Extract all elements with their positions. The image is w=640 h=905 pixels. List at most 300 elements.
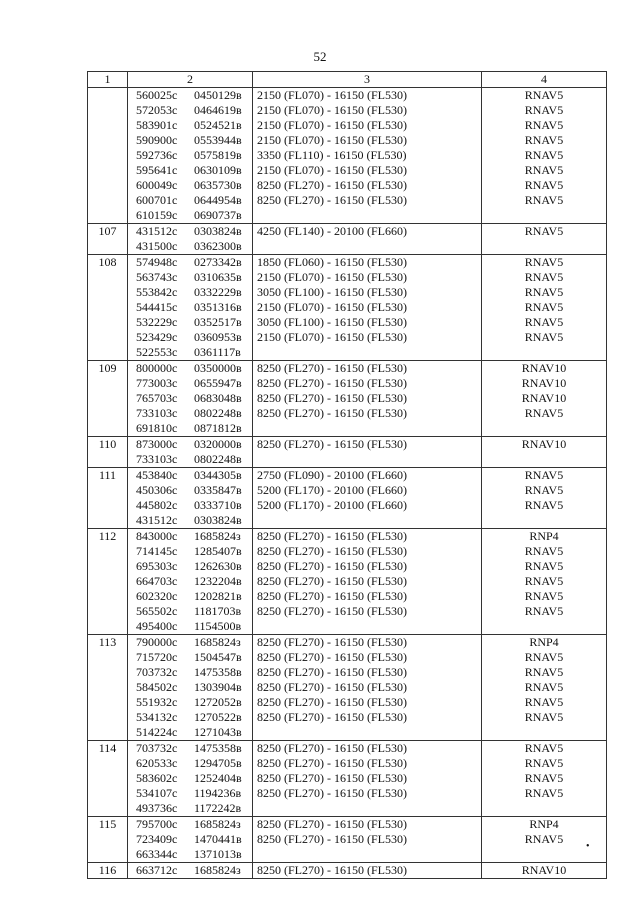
waypoint-latitude: 584502с (136, 680, 178, 694)
nav-spec: RNAV5 (524, 103, 564, 117)
waypoint-latitude: 715720с (136, 650, 178, 664)
waypoint-latitude: 445802с (136, 498, 178, 512)
nav-spec-cell (482, 88, 607, 224)
nav-spec: RNAV5 (524, 88, 564, 102)
route-number: 109 (88, 361, 128, 437)
nav-spec: RNP4 (529, 817, 559, 831)
waypoint-longitude: 0360953в (194, 330, 242, 344)
nav-spec: RNAV5 (524, 483, 564, 497)
altitude-range: 3050 (FL100) - 16150 (FL530) (257, 285, 407, 299)
waypoint (128, 619, 252, 634)
altitude-range: 2150 (FL070) - 16150 (FL530) (257, 103, 407, 117)
nav-spec: RNP4 (529, 529, 559, 543)
waypoint-latitude: 523429с (136, 330, 178, 344)
waypoint-longitude: 0303824в (194, 513, 242, 527)
waypoint (128, 193, 252, 208)
altitude-range: 8250 (FL270) - 16150 (FL530) (257, 741, 407, 755)
waypoint-latitude: 590900с (136, 133, 178, 147)
nav-spec: RNAV10 (521, 361, 567, 375)
nav-spec: RNAV5 (524, 741, 564, 755)
waypoint-longitude: 1475358в (194, 741, 242, 755)
table-row (88, 437, 607, 468)
waypoint-latitude: 595641с (136, 163, 178, 177)
waypoint (128, 406, 252, 421)
waypoint-longitude: 1685824з (194, 863, 241, 877)
altitude-range: 3050 (FL100) - 16150 (FL530) (257, 315, 407, 329)
altitude-range: 2150 (FL070) - 16150 (FL530) (257, 163, 407, 177)
waypoint (128, 604, 252, 619)
waypoint-longitude: 1504547в (194, 650, 242, 664)
altitude-cell (253, 863, 482, 879)
altitude-range: 8250 (FL270) - 16150 (FL530) (257, 437, 407, 451)
nav-spec-cell (482, 863, 607, 879)
waypoint-longitude: 0344305в (194, 468, 242, 482)
waypoint (128, 376, 252, 391)
waypoint (128, 391, 252, 406)
altitude-cell (253, 361, 482, 437)
table-row (88, 863, 607, 879)
nav-spec: RNAV5 (524, 163, 564, 177)
nav-spec: RNAV5 (524, 270, 564, 284)
table-row (88, 224, 607, 255)
altitude-range: 8250 (FL270) - 16150 (FL530) (257, 559, 407, 573)
waypoint (128, 300, 252, 315)
altitude-range: 8250 (FL270) - 16150 (FL530) (257, 544, 407, 558)
nav-spec: RNAV5 (524, 680, 564, 694)
waypoint-longitude: 0683048в (194, 391, 242, 405)
waypoint (128, 589, 252, 604)
waypoint (128, 421, 252, 436)
waypoint (128, 437, 252, 452)
route-number: 110 (88, 437, 128, 468)
waypoint (128, 148, 252, 163)
waypoint (128, 178, 252, 193)
nav-spec: RNAV10 (521, 391, 567, 405)
waypoint-longitude: 0575819в (194, 148, 242, 162)
waypoint-latitude: 663712с (136, 863, 178, 877)
waypoint (128, 513, 252, 528)
waypoint (128, 786, 252, 801)
waypoint-cell (128, 361, 253, 437)
waypoint-latitude: 600049с (136, 178, 178, 192)
nav-spec: RNAV5 (524, 315, 564, 329)
waypoint-latitude: 733103с (136, 452, 178, 466)
waypoint-longitude: 1303904в (194, 680, 242, 694)
altitude-range: 8250 (FL270) - 16150 (FL530) (257, 817, 407, 831)
waypoint-latitude: 773003с (136, 376, 178, 390)
waypoint (128, 817, 252, 832)
waypoint-latitude: 431512с (136, 513, 178, 527)
waypoint-latitude: 800000с (136, 361, 178, 375)
waypoint-longitude: 0635730в (194, 178, 242, 192)
waypoint-latitude: 544415с (136, 300, 178, 314)
nav-spec: RNAV5 (524, 330, 564, 344)
altitude-cell (253, 635, 482, 741)
waypoint-cell (128, 635, 253, 741)
nav-spec: RNAV5 (524, 589, 564, 603)
waypoint-longitude: 1285407в (194, 544, 242, 558)
nav-spec-cell (482, 224, 607, 255)
column-header: 4 (482, 72, 607, 88)
waypoint (128, 863, 252, 878)
altitude-range: 5200 (FL170) - 20100 (FL660) (257, 498, 407, 512)
waypoint-latitude: 733103с (136, 406, 178, 420)
waypoint-longitude: 0352517в (194, 315, 242, 329)
altitude-range: 8250 (FL270) - 16150 (FL530) (257, 710, 407, 724)
waypoint-latitude: 495400с (136, 619, 178, 633)
waypoint-longitude: 1172242в (194, 801, 242, 815)
waypoint-latitude: 873000с (136, 437, 178, 451)
waypoint-latitude: 723409с (136, 832, 178, 846)
waypoint-latitude: 572053с (136, 103, 178, 117)
waypoint-longitude: 0655947в (194, 376, 242, 390)
waypoint (128, 208, 252, 223)
altitude-cell (253, 224, 482, 255)
waypoint-longitude: 1202821в (194, 589, 242, 603)
altitude-cell (253, 741, 482, 817)
waypoint-latitude: 522553с (136, 345, 178, 359)
waypoint-latitude: 610159с (136, 208, 178, 222)
altitude-range: 8250 (FL270) - 16150 (FL530) (257, 771, 407, 785)
waypoint-latitude: 714145с (136, 544, 178, 558)
waypoint (128, 270, 252, 285)
waypoint-latitude: 560025с (136, 88, 178, 102)
waypoint-cell (128, 437, 253, 468)
nav-spec: RNAV10 (521, 437, 567, 451)
waypoint-longitude: 0351316в (194, 300, 242, 314)
waypoint-longitude: 1194236в (194, 786, 242, 800)
waypoint-latitude: 592736с (136, 148, 178, 162)
waypoint (128, 163, 252, 178)
waypoint-latitude: 664703с (136, 574, 178, 588)
nav-spec: RNAV5 (524, 498, 564, 512)
nav-spec: RNAV5 (524, 193, 564, 207)
page-mark: • (586, 841, 590, 852)
waypoint (128, 483, 252, 498)
nav-spec-cell (482, 468, 607, 529)
route-number (88, 88, 128, 224)
altitude-cell (253, 468, 482, 529)
nav-spec: RNAV5 (524, 118, 564, 132)
waypoint-latitude: 790000с (136, 635, 178, 649)
altitude-range: 2150 (FL070) - 16150 (FL530) (257, 270, 407, 284)
waypoint-latitude: 563743с (136, 270, 178, 284)
altitude-range: 8250 (FL270) - 16150 (FL530) (257, 193, 407, 207)
waypoint-latitude: 703732с (136, 741, 178, 755)
waypoint-longitude: 1685824з (194, 529, 241, 543)
waypoint-longitude: 0690737в (194, 208, 242, 222)
nav-spec: RNAV5 (524, 178, 564, 192)
route-number: 107 (88, 224, 128, 255)
nav-spec-cell (482, 741, 607, 817)
waypoint-latitude: 663344с (136, 847, 178, 861)
nav-spec: RNAV5 (524, 300, 564, 314)
waypoint-latitude: 493736с (136, 801, 178, 815)
waypoint-longitude: 0310635в (194, 270, 242, 284)
route-number: 116 (88, 863, 128, 879)
waypoint-latitude: 450306с (136, 483, 178, 497)
nav-spec: RNAV5 (524, 224, 564, 238)
waypoint-longitude: 0871812в (194, 421, 242, 435)
nav-spec: RNAV5 (524, 255, 564, 269)
waypoint (128, 285, 252, 300)
waypoint (128, 452, 252, 467)
waypoint-latitude: 553842с (136, 285, 178, 299)
waypoint-longitude: 1470441в (194, 832, 242, 846)
waypoint-longitude: 0303824в (194, 224, 242, 238)
altitude-range: 2150 (FL070) - 16150 (FL530) (257, 118, 407, 132)
nav-spec: RNAV10 (521, 863, 567, 877)
waypoint-longitude: 1270522в (194, 710, 242, 724)
waypoint-longitude: 1181703в (194, 604, 242, 618)
waypoint-latitude: 431512с (136, 224, 178, 238)
altitude-range: 8250 (FL270) - 16150 (FL530) (257, 604, 407, 618)
waypoint (128, 498, 252, 513)
waypoint-longitude: 0464619в (194, 103, 242, 117)
waypoint-longitude: 1154500в (194, 619, 242, 633)
waypoint-longitude: 0630109в (194, 163, 242, 177)
altitude-range: 8250 (FL270) - 16150 (FL530) (257, 635, 407, 649)
route-number: 111 (88, 468, 128, 529)
table-row (88, 255, 607, 361)
nav-spec-cell (482, 817, 607, 863)
waypoint (128, 118, 252, 133)
waypoint-longitude: 0332229в (194, 285, 242, 299)
altitude-range: 2150 (FL070) - 16150 (FL530) (257, 133, 407, 147)
altitude-range: 2150 (FL070) - 16150 (FL530) (257, 88, 407, 102)
waypoint-longitude: 0361117в (194, 345, 241, 359)
altitude-range: 8250 (FL270) - 16150 (FL530) (257, 650, 407, 664)
route-number: 115 (88, 817, 128, 863)
waypoint (128, 650, 252, 665)
waypoint-longitude: 1252404в (194, 771, 242, 785)
waypoint-cell (128, 255, 253, 361)
waypoint (128, 725, 252, 740)
nav-spec: RNAV5 (524, 406, 564, 420)
waypoint-longitude: 0273342в (194, 255, 242, 269)
nav-spec: RNAV5 (524, 148, 564, 162)
nav-spec-cell (482, 361, 607, 437)
altitude-range: 5200 (FL170) - 20100 (FL660) (257, 483, 407, 497)
altitude-range: 8250 (FL270) - 16150 (FL530) (257, 178, 407, 192)
waypoint-cell (128, 468, 253, 529)
waypoint-latitude: 534107с (136, 786, 178, 800)
nav-spec: RNAV5 (524, 665, 564, 679)
waypoint-latitude: 514224с (136, 725, 178, 739)
waypoint-cell (128, 863, 253, 879)
route-number: 112 (88, 529, 128, 635)
waypoint-longitude: 0450129в (194, 88, 242, 102)
waypoint-longitude: 1294705в (194, 756, 242, 770)
waypoint (128, 635, 252, 650)
nav-spec-cell (482, 635, 607, 741)
waypoint (128, 665, 252, 680)
waypoint-latitude: 532229с (136, 315, 178, 329)
waypoint (128, 529, 252, 544)
page-number: 52 (313, 49, 327, 64)
altitude-range: 8250 (FL270) - 16150 (FL530) (257, 574, 407, 588)
table-row (88, 741, 607, 817)
altitude-range: 8250 (FL270) - 16150 (FL530) (257, 786, 407, 800)
altitude-range: 8250 (FL270) - 16150 (FL530) (257, 406, 407, 420)
waypoint-longitude: 1371013в (194, 847, 242, 861)
waypoint-latitude: 765703с (136, 391, 178, 405)
altitude-range: 8250 (FL270) - 16150 (FL530) (257, 756, 407, 770)
altitude-range: 2150 (FL070) - 16150 (FL530) (257, 330, 407, 344)
waypoint-longitude: 0350000в (194, 361, 242, 375)
waypoint-longitude: 1685824з (194, 817, 241, 831)
waypoint-latitude: 620533с (136, 756, 178, 770)
waypoint (128, 559, 252, 574)
altitude-range: 8250 (FL270) - 16150 (FL530) (257, 529, 407, 543)
waypoint-longitude: 0320000в (194, 437, 242, 451)
waypoint (128, 345, 252, 360)
nav-spec: RNAV5 (524, 695, 564, 709)
waypoint-longitude: 0644954в (194, 193, 242, 207)
waypoint (128, 847, 252, 862)
route-number: 113 (88, 635, 128, 741)
waypoint-latitude: 703732с (136, 665, 178, 679)
waypoint-longitude: 0362300в (194, 239, 242, 253)
nav-spec: RNAV5 (524, 604, 564, 618)
nav-spec-cell (482, 255, 607, 361)
nav-spec: RNAV5 (524, 468, 564, 482)
waypoint (128, 361, 252, 376)
nav-spec: RNAV5 (524, 756, 564, 770)
altitude-range: 1850 (FL060) - 16150 (FL530) (257, 255, 407, 269)
waypoint (128, 544, 252, 559)
waypoint-longitude: 1272052в (194, 695, 242, 709)
waypoint (128, 756, 252, 771)
nav-spec: RNAV5 (524, 544, 564, 558)
nav-spec: RNP4 (529, 635, 559, 649)
waypoint (128, 695, 252, 710)
table-row (88, 817, 607, 863)
waypoint (128, 680, 252, 695)
waypoint-latitude: 534132с (136, 710, 178, 724)
waypoint (128, 315, 252, 330)
altitude-cell (253, 529, 482, 635)
waypoint-longitude: 1232204в (194, 574, 242, 588)
altitude-range: 8250 (FL270) - 16150 (FL530) (257, 695, 407, 709)
route-table (87, 71, 607, 879)
waypoint-cell (128, 88, 253, 224)
nav-spec: RNAV10 (521, 376, 567, 390)
waypoint-longitude: 0335847в (194, 483, 242, 497)
waypoint (128, 771, 252, 786)
waypoint (128, 574, 252, 589)
waypoint (128, 133, 252, 148)
altitude-range: 2750 (FL090) - 20100 (FL660) (257, 468, 407, 482)
altitude-range: 4250 (FL140) - 20100 (FL660) (257, 224, 407, 238)
nav-spec-cell (482, 529, 607, 635)
nav-spec: RNAV5 (524, 832, 564, 846)
waypoint-latitude: 600701с (136, 193, 178, 207)
waypoint-latitude: 602320с (136, 589, 178, 603)
table-row (88, 468, 607, 529)
route-number: 114 (88, 741, 128, 817)
waypoint-latitude: 583901с (136, 118, 178, 132)
waypoint (128, 741, 252, 756)
table-row (88, 88, 607, 224)
altitude-cell (253, 88, 482, 224)
waypoint-longitude: 0553944в (194, 133, 242, 147)
waypoint (128, 224, 252, 239)
altitude-range: 8250 (FL270) - 16150 (FL530) (257, 391, 407, 405)
waypoint-latitude: 795700с (136, 817, 178, 831)
waypoint (128, 88, 252, 103)
column-header: 3 (253, 72, 482, 88)
altitude-range: 8250 (FL270) - 16150 (FL530) (257, 376, 407, 390)
altitude-range: 8250 (FL270) - 16150 (FL530) (257, 589, 407, 603)
nav-spec: RNAV5 (524, 285, 564, 299)
waypoint-latitude: 551932с (136, 695, 178, 709)
nav-spec: RNAV5 (524, 786, 564, 800)
column-header: 2 (128, 72, 253, 88)
nav-spec: RNAV5 (524, 771, 564, 785)
waypoint (128, 468, 252, 483)
altitude-range: 8250 (FL270) - 16150 (FL530) (257, 665, 407, 679)
altitude-cell (253, 255, 482, 361)
waypoint-longitude: 0333710в (194, 498, 242, 512)
waypoint (128, 832, 252, 847)
waypoint-cell (128, 817, 253, 863)
altitude-range: 8250 (FL270) - 16150 (FL530) (257, 832, 407, 846)
waypoint-latitude: 574948с (136, 255, 178, 269)
nav-spec: RNAV5 (524, 710, 564, 724)
altitude-range: 8250 (FL270) - 16150 (FL530) (257, 863, 407, 877)
waypoint-longitude: 1685824з (194, 635, 241, 649)
waypoint-longitude: 1271043в (194, 725, 242, 739)
waypoint-latitude: 843000с (136, 529, 178, 543)
nav-spec-cell (482, 437, 607, 468)
waypoint (128, 801, 252, 816)
nav-spec: RNAV5 (524, 559, 564, 573)
waypoint-longitude: 1262630в (194, 559, 242, 573)
waypoint-cell (128, 224, 253, 255)
waypoint-cell (128, 741, 253, 817)
altitude-range: 2150 (FL070) - 16150 (FL530) (257, 300, 407, 314)
waypoint (128, 330, 252, 345)
waypoint-latitude: 691810с (136, 421, 178, 435)
altitude-range: 8250 (FL270) - 16150 (FL530) (257, 361, 407, 375)
waypoint-latitude: 695303с (136, 559, 178, 573)
waypoint-latitude: 453840с (136, 468, 178, 482)
table-row (88, 529, 607, 635)
waypoint-cell (128, 529, 253, 635)
waypoint-latitude: 583602с (136, 771, 178, 785)
waypoint-longitude: 0524521в (194, 118, 242, 132)
waypoint-longitude: 0802248в (194, 406, 242, 420)
waypoint (128, 255, 252, 270)
table-row (88, 635, 607, 741)
waypoint (128, 239, 252, 254)
table-row (88, 361, 607, 437)
nav-spec: RNAV5 (524, 133, 564, 147)
table-header-row (88, 72, 607, 88)
waypoint (128, 103, 252, 118)
nav-spec: RNAV5 (524, 574, 564, 588)
waypoint-longitude: 1475358в (194, 665, 242, 679)
altitude-range: 3350 (FL110) - 16150 (FL530) (257, 148, 407, 162)
waypoint-latitude: 565502с (136, 604, 178, 618)
waypoint-longitude: 0802248в (194, 452, 242, 466)
route-number: 108 (88, 255, 128, 361)
waypoint (128, 710, 252, 725)
altitude-range: 8250 (FL270) - 16150 (FL530) (257, 680, 407, 694)
column-header: 1 (88, 72, 128, 88)
waypoint-latitude: 431500с (136, 239, 178, 253)
